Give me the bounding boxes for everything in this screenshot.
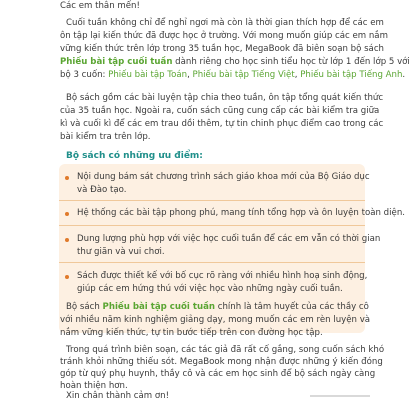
book-title-highlight: Phiếu bài tập cuối tuần bbox=[102, 302, 215, 312]
advantage-2-line-1: Hệ thống các bài tập phong phú, mang tính tổng hợp và ôn luyện toàn diện. bbox=[77, 208, 405, 218]
advantage-1-line-1: Nội dung bám sát chương trình sách giáo khoa mới của Bộ Giáo dục bbox=[77, 172, 370, 182]
advantage-3-line-2: thư giãn và vui chơi. bbox=[77, 247, 165, 257]
book-title-highlight: Phiếu bài tập cuối tuần bbox=[60, 57, 173, 67]
paragraph-feedback-line-4: hoàn thiện hơn. bbox=[60, 381, 128, 391]
paragraph-content-line-2: của 35 tuần học. Ngoài ra, cuốn sách cũng cung cấp các bài kiểm tra giữa bbox=[60, 106, 380, 116]
paragraph-dedication-line-1 bbox=[66, 301, 369, 313]
paragraph-content-line-3: kì và cuối kì để các em trau dồi thêm, tự tin chinh phục điểm cao trong các bbox=[60, 119, 384, 129]
advantage-3-line-1: Dung lượng phù hợp với việc học cuối tuần để các em vẫn có thời gian bbox=[77, 234, 381, 244]
book-english-link: Phiếu bài tập Tiếng Anh bbox=[300, 70, 403, 80]
advantage-4-line-1: Sách được thiết kế với bố cục rõ ràng với nhiều hình hoạ sinh động, bbox=[77, 271, 368, 281]
signature-mark bbox=[310, 395, 370, 397]
bullet-icon bbox=[65, 176, 69, 180]
advantage-1-line-2: và Đào tạo. bbox=[77, 185, 127, 195]
book-set-label: bộ 3 cuốn: bbox=[60, 70, 109, 80]
dedication-suffix: chính là tâm huyết của các thầy cô bbox=[214, 302, 369, 312]
book-math-link: Phiếu bài tập Toán bbox=[108, 70, 188, 80]
comma-2: , bbox=[294, 70, 301, 80]
advantages-heading: Bộ sách có những ưu điểm: bbox=[66, 151, 203, 161]
paragraph-feedback-line-1: Trong quá trình biên soạn, các tác giả đã rất cố gắng, song cuốn sách khó bbox=[66, 345, 385, 355]
comma-1: , bbox=[187, 70, 193, 80]
divider bbox=[59, 262, 365, 263]
bullet-icon bbox=[65, 275, 69, 279]
divider bbox=[59, 225, 365, 226]
advantage-4-line-2: giúp các em hứng thú với việc học vào những ngày cuối tuần. bbox=[77, 284, 343, 294]
paragraph-intro-line-1: Cuối tuần không chỉ để nghỉ ngơi mà còn là thời gian thích hợp để các em bbox=[66, 18, 384, 28]
paragraph-dedication-line-2: với nhiều năm kinh nghiệm giảng dạy, mong muốn các em rèn luyện và bbox=[60, 315, 371, 325]
greeting: Các em thân mến! bbox=[60, 1, 140, 11]
paragraph-feedback-line-3: góp từ quý phụ huynh, thầy cô và các em học sinh để bộ sách ngày càng bbox=[60, 369, 376, 379]
paragraph-content-line-1: Bộ sách gồm các bài luyện tập chia theo tuần, ôn tập tổng quát kiến thức bbox=[66, 93, 384, 103]
paragraph-intro-line-4-text: dành riêng cho học sinh tiểu học từ lớp 1 đến lớp 5 với bbox=[172, 57, 410, 67]
dedication-prefix: Bộ sách bbox=[66, 302, 103, 312]
paragraph-intro-line-2: ôn tập lại kiến thức đã được học ở trường. Với mong muốn giúp các em nắm bbox=[60, 31, 388, 41]
period: . bbox=[402, 70, 406, 80]
paragraph-feedback-line-2: tránh khỏi những thiếu sót. MegaBook mong nhận được những ý kiến đóng bbox=[60, 357, 383, 367]
book-vietnamese-link: Phiếu bài tập Tiếng Việt bbox=[192, 70, 295, 80]
bullet-icon bbox=[65, 238, 69, 242]
divider bbox=[59, 200, 365, 201]
paragraph-intro-line-3: vững kiến thức trên lớp trong 35 tuần học, MegaBook đã biên soạn bộ sách bbox=[60, 44, 384, 54]
paragraph-dedication-line-3: nắm vững kiến thức, tự tin bước tiếp trên con đường học tập. bbox=[60, 328, 323, 338]
closing-thanks: Xin chân thành cảm ơn! bbox=[66, 391, 170, 401]
bullet-icon bbox=[65, 212, 69, 216]
paragraph-content-line-4: bài kiểm tra trên lớp. bbox=[60, 132, 151, 142]
paragraph-intro-line-5 bbox=[60, 69, 405, 81]
paragraph-intro-line-4 bbox=[60, 56, 410, 68]
